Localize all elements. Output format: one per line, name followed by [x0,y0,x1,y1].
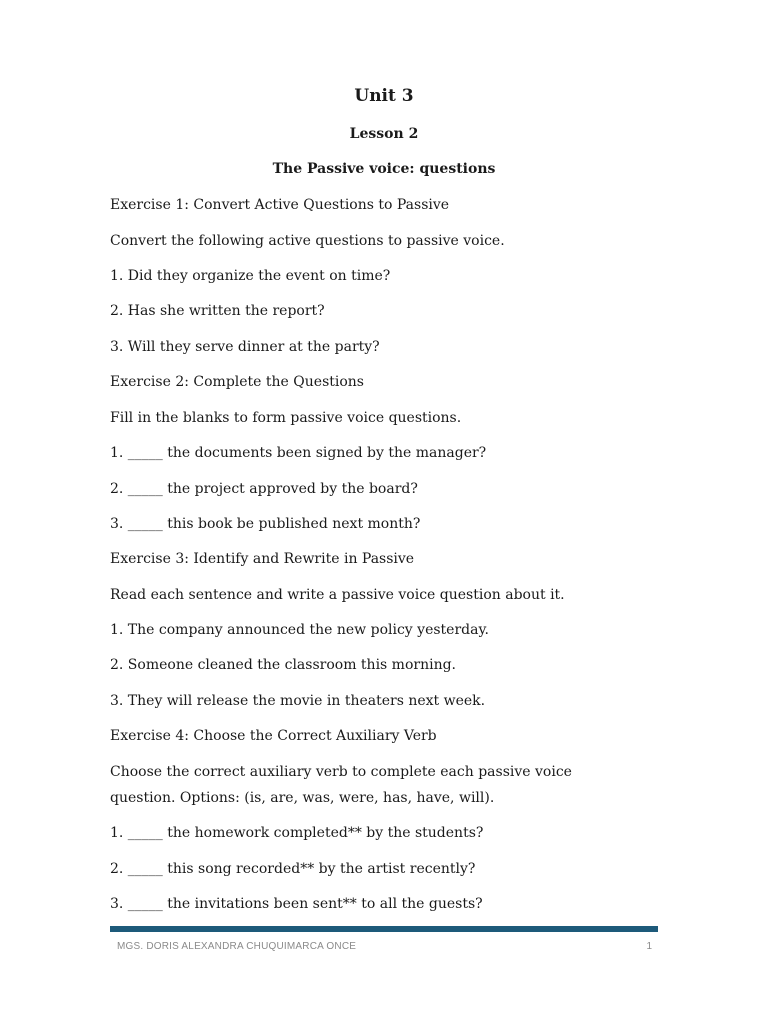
exercise-1-item: 2. Has she written the report? [110,303,325,319]
exercise-2-item: 3. _____ this book be published next month? [110,516,421,532]
footer-author: MGS. DORIS ALEXANDRA CHUQUIMARCA ONCE [117,941,357,952]
exercise-1-item: 1. Did they organize the event on time? [110,268,391,284]
unit-title: Unit 3 [354,86,414,106]
exercise-3-title: Exercise 3: Identify and Rewrite in Passive [110,551,415,567]
topic-title: The Passive voice: questions [272,161,496,177]
exercise-3-item: 3. They will release the movie in theaters next week. [110,693,486,709]
page-number: 1 [646,941,652,952]
exercise-2-instruction: Fill in the blanks to form passive voice questions. [110,410,462,426]
exercise-3-item: 2. Someone cleaned the classroom this morning. [110,657,456,673]
exercise-2-item: 1. _____ the documents been signed by the manager? [110,445,487,461]
exercise-4-instruction: Choose the correct auxiliary verb to complete each passive voice question. Options: (is, are, was, were, has, have, will). [110,764,572,806]
exercise-3-instruction: Read each sentence and write a passive voice question about it. [110,587,565,603]
exercise-4-item: 1. _____ the homework completed** by the students? [110,825,484,841]
exercise-1-instruction: Convert the following active questions to passive voice. [110,233,505,249]
exercise-4-item: 2. _____ this song recorded** by the artist recently? [110,861,476,877]
footer-divider [110,926,658,932]
exercise-2-title: Exercise 2: Complete the Questions [110,374,364,390]
exercise-1-item: 3. Will they serve dinner at the party? [110,339,380,355]
exercise-3-item: 1. The company announced the new policy yesterday. [110,622,489,638]
exercise-1-title: Exercise 1: Convert Active Questions to Passive [110,197,450,213]
exercise-4-title: Exercise 4: Choose the Correct Auxiliary Verb [110,728,437,744]
exercise-4-item: 3. _____ the invitations been sent** to all the guests? [110,896,483,912]
lesson-title: Lesson 2 [349,126,419,142]
exercise-2-item: 2. _____ the project approved by the board? [110,481,418,497]
